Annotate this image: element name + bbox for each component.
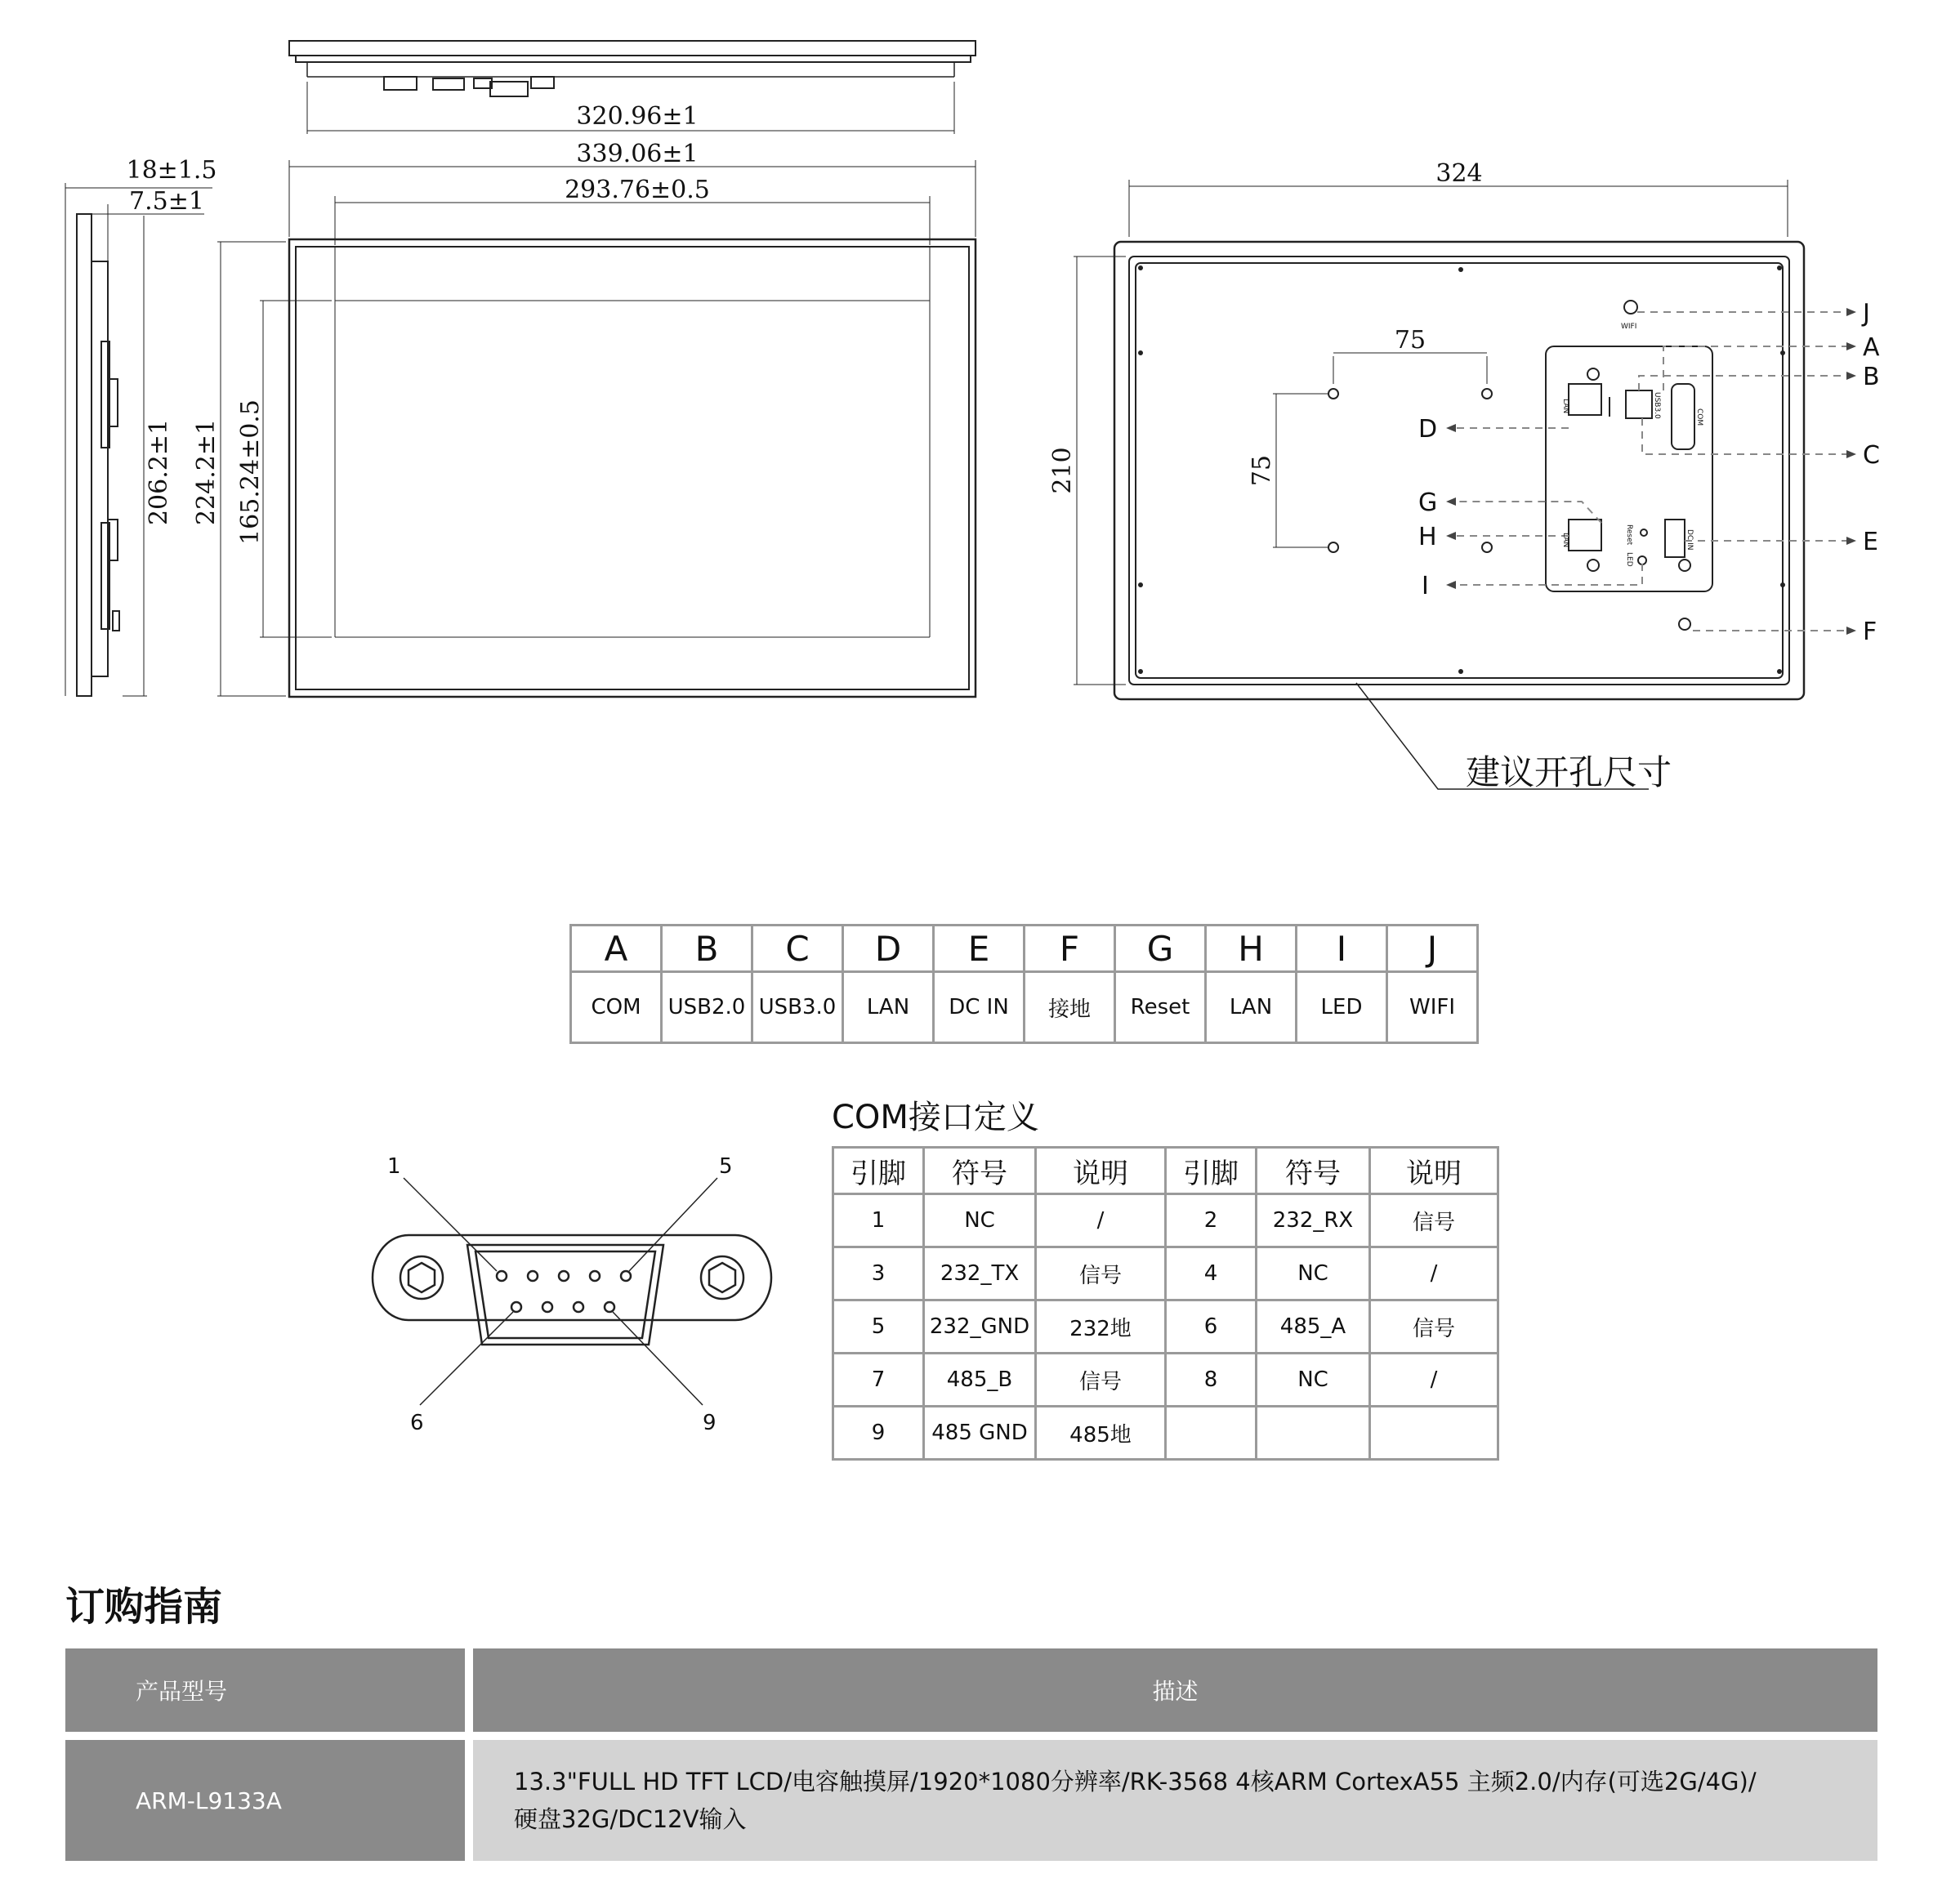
cell: / <box>1370 1247 1498 1300</box>
col-header: 引脚 <box>833 1148 924 1194</box>
dim-depth-total: 18±1.5 <box>126 156 217 185</box>
table-row <box>833 1194 1498 1247</box>
callout-i: I <box>1422 572 1429 600</box>
cell: 485_A <box>1257 1300 1370 1354</box>
dim-vesa-width: 75 <box>1394 326 1426 355</box>
port-name: USB3.0 <box>752 972 843 1043</box>
port-letter: C <box>752 926 843 972</box>
cell: 信号 <box>1036 1354 1166 1407</box>
pin-label-6: 6 <box>410 1411 424 1435</box>
port-name: USB2.0 <box>662 972 752 1043</box>
cell: 7 <box>833 1354 924 1407</box>
com-pin-table <box>832 1146 1499 1461</box>
cell: NC <box>1257 1354 1370 1407</box>
table-row <box>833 1247 1498 1300</box>
callout-b: B <box>1863 363 1880 391</box>
callout-h: H <box>1418 523 1437 551</box>
dim-cutout-width: 324 <box>1435 159 1483 188</box>
table-row <box>833 1300 1498 1354</box>
com-section-title: COM接口定义 <box>832 1099 1039 1136</box>
port-name: 接地 <box>1025 972 1115 1043</box>
cell: 4 <box>1166 1247 1257 1300</box>
cell: 2 <box>1166 1194 1257 1247</box>
cell: 6 <box>1166 1300 1257 1354</box>
cell: / <box>1370 1354 1498 1407</box>
table-row <box>65 1740 1877 1861</box>
cell: NC <box>1257 1247 1370 1300</box>
port-letter: A <box>571 926 662 972</box>
col-header: 说明 <box>1036 1148 1166 1194</box>
table-row <box>833 1354 1498 1407</box>
port-letter: B <box>662 926 752 972</box>
port-name: LED <box>1297 972 1387 1043</box>
dim-vesa-height: 75 <box>1248 454 1276 487</box>
table-row <box>833 1407 1498 1460</box>
cell: 485_B <box>924 1354 1036 1407</box>
col-header: 说明 <box>1370 1148 1498 1194</box>
cell: 信号 <box>1370 1194 1498 1247</box>
silk-com: COM <box>1695 408 1703 426</box>
cell: 232_TX <box>924 1247 1036 1300</box>
callout-c: C <box>1863 441 1880 470</box>
callout-e: E <box>1863 528 1878 556</box>
cell: 3 <box>833 1247 924 1300</box>
dim-inner-height: 165.24±0.5 <box>236 399 265 545</box>
dim-outer-height: 224.2±1 <box>192 418 221 526</box>
silk-wifi: WIFI <box>1621 323 1637 331</box>
model-cell: ARM-L9133A <box>65 1740 473 1861</box>
cell: 1 <box>833 1194 924 1247</box>
silk-led: LED <box>1625 552 1633 567</box>
cell: 232地 <box>1036 1300 1166 1354</box>
col-header: 符号 <box>1257 1148 1370 1194</box>
port-name: WIFI <box>1387 972 1478 1043</box>
port-legend-table <box>569 924 1479 1044</box>
description-line-2: 硬盘32G/DC12V输入 <box>514 1805 747 1833</box>
cell: 信号 <box>1036 1247 1166 1300</box>
cell <box>1370 1407 1498 1460</box>
port-name: COM <box>571 972 662 1043</box>
dim-width-top: 320.96±1 <box>576 102 699 131</box>
port-name: DC IN <box>934 972 1025 1043</box>
dim-side-height: 206.2±1 <box>145 418 173 526</box>
port-letter: G <box>1115 926 1206 972</box>
port-name: Reset <box>1115 972 1206 1043</box>
pin-label-5: 5 <box>719 1154 733 1179</box>
cell: 232_GND <box>924 1300 1036 1354</box>
cell: 5 <box>833 1300 924 1354</box>
port-letter: E <box>934 926 1025 972</box>
cell: 232_RX <box>1257 1194 1370 1247</box>
ordering-table <box>65 1648 1877 1861</box>
cell: / <box>1036 1194 1166 1247</box>
cell <box>1166 1407 1257 1460</box>
description-line-1: 13.3"FULL HD TFT LCD/电容触摸屏/1920*1080分辨率/RK-3568 4核ARM CortexA55 主频2.0/内存(可选2G/4G)/ <box>514 1768 1757 1796</box>
silk-usb: USB3.0 <box>1653 392 1661 419</box>
cell: 信号 <box>1370 1300 1498 1354</box>
dim-depth-front: 7.5±1 <box>129 187 204 216</box>
silk-lan-bottom: LAN <box>1561 533 1569 548</box>
description-header: 描述 <box>473 1648 1877 1732</box>
cutout-note: 建议开孔尺寸 <box>1466 752 1672 792</box>
silk-reset: Reset <box>1625 524 1633 546</box>
ordering-guide-title: 订购指南 <box>65 1584 223 1630</box>
col-header: 引脚 <box>1166 1148 1257 1194</box>
dim-width-outer: 339.06±1 <box>576 140 699 168</box>
cell <box>1257 1407 1370 1460</box>
port-letter: D <box>843 926 934 972</box>
silk-dcin: DC IN <box>1685 529 1694 551</box>
col-header: 符号 <box>924 1148 1036 1194</box>
cell: 8 <box>1166 1354 1257 1407</box>
cell: NC <box>924 1194 1036 1247</box>
cell: 485 GND <box>924 1407 1036 1460</box>
port-letter: H <box>1206 926 1297 972</box>
model-header: 产品型号 <box>65 1648 473 1732</box>
callout-d: D <box>1418 415 1438 444</box>
port-letter: F <box>1025 926 1115 972</box>
port-letter: J <box>1387 926 1478 972</box>
callout-f: F <box>1863 618 1877 646</box>
port-name: LAN <box>843 972 934 1043</box>
description-cell <box>473 1740 1877 1861</box>
dim-width-inner: 293.76±0.5 <box>565 176 710 204</box>
callout-j: J <box>1863 299 1870 328</box>
callout-a: A <box>1863 333 1880 362</box>
dim-cutout-height: 210 <box>1048 447 1077 494</box>
silk-lan-top: LAN <box>1561 399 1569 414</box>
pin-label-1: 1 <box>387 1154 401 1179</box>
cell: 9 <box>833 1407 924 1460</box>
port-name: LAN <box>1206 972 1297 1043</box>
pin-label-9: 9 <box>703 1411 717 1435</box>
cell: 485地 <box>1036 1407 1166 1460</box>
port-letter: I <box>1297 926 1387 972</box>
callout-g: G <box>1418 488 1438 517</box>
